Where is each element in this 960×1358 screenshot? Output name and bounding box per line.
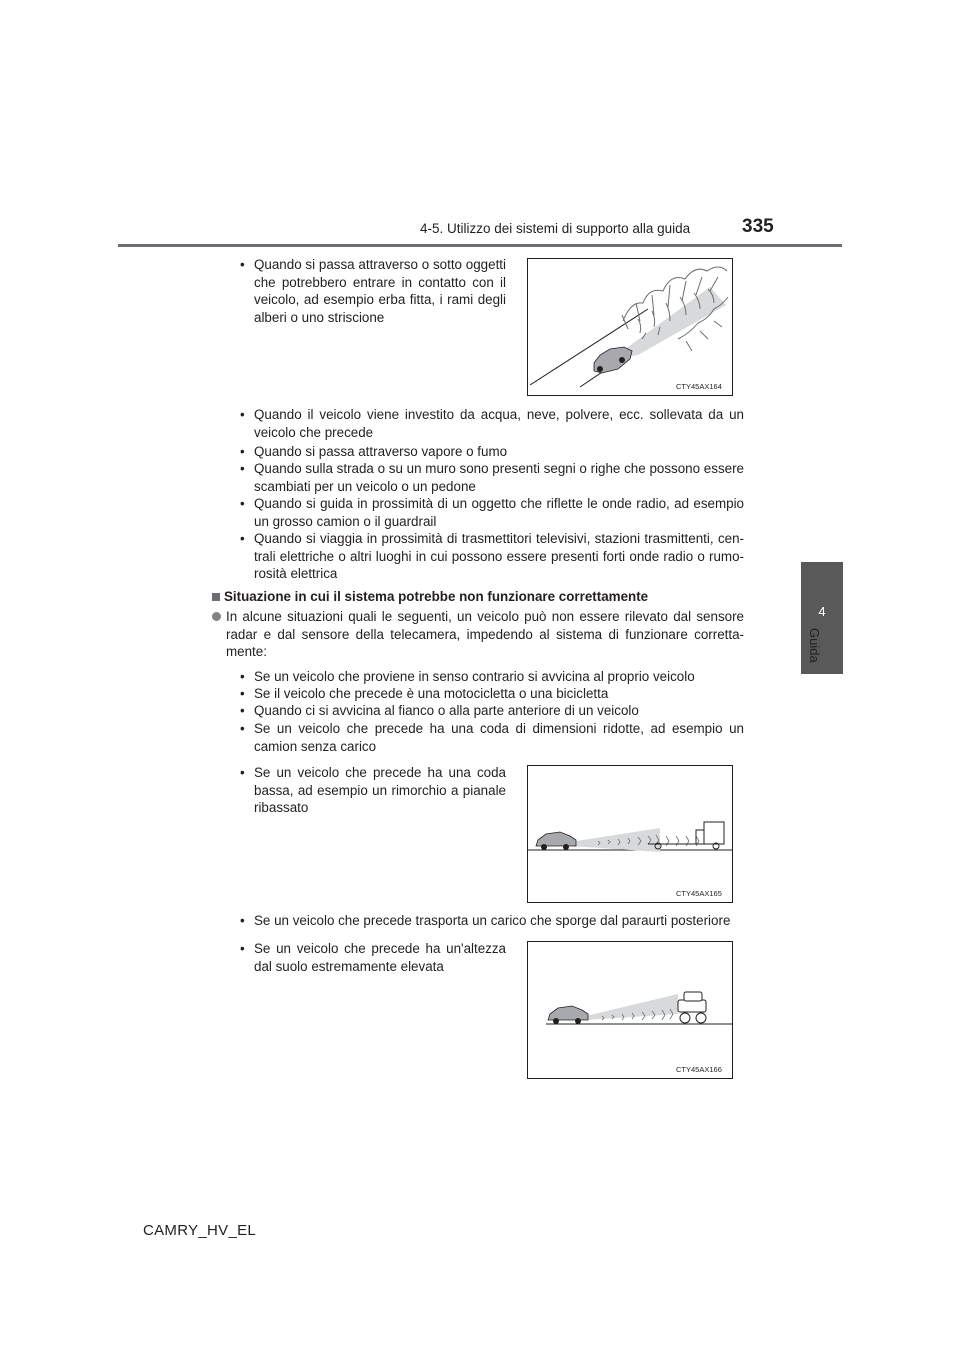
- list-item: • Se un veicolo che precede trasporta un carico che sporge dal paraurti posteriore: [240, 913, 731, 928]
- footer-model-code: CAMRY_HV_EL: [143, 1222, 257, 1239]
- figure-high-clearance: [527, 941, 733, 1079]
- list-item: • Quando si guida in prossimità di un oggetto che riflette le onde radio, ad esempio un grosso camion o il guardrail: [240, 496, 744, 529]
- circle-list-item: In alcune situazioni quali le seguenti, un veicolo può non essere rilevato dal sensore radar e dal sensore della telecamera, impedendo al sistema di funzionare corretta-mente:: [212, 608, 744, 664]
- square-bullet-icon: [212, 593, 220, 601]
- high-clearance-illustration: [528, 942, 732, 1078]
- list-item: • Se un veicolo che precede ha un'altezza dal suolo estremamente elevata: [240, 941, 506, 974]
- list-item: • Quando si viaggia in prossimità di trasmettitori televisivi, stazioni trasmittenti, cen-trali elettriche o altri luoghi in cui possono essere presenti forti onde radio o rumo-rosità elettrica: [240, 531, 744, 582]
- list-item: • Quando si passa attraverso o sotto oggetti che potrebbero entrare in contatto con il veicolo, ad esempio erba fitta, i rami degli alberi o uno striscione: [240, 257, 506, 325]
- figure-code: CTY45AX165: [676, 889, 722, 898]
- low-trailer-illustration: [528, 766, 732, 902]
- list-item-text: Quando si passa attraverso o sotto oggetti che potrebbero entrare in contatto con il veicolo, ad esempio erba fitta, i rami degli alberi o uno striscione: [254, 257, 506, 325]
- list-item: • Quando sulla strada o su un muro sono presenti segni o righe che possono essere scambiati per un veicolo o un pedone: [240, 461, 744, 494]
- figure-code: CTY45AX166: [676, 1065, 722, 1074]
- list-item: • Se un veicolo che proviene in senso contrario si avvicina al proprio veicolo: [240, 669, 695, 684]
- list-item: • Quando il veicolo viene investito da acqua, neve, polvere, ecc. sollevata da un veicolo che precede: [240, 407, 744, 440]
- chapter-number: 4: [818, 604, 826, 619]
- section-heading: Situazione in cui il sistema potrebbe non funzionare correttamente: [212, 588, 752, 606]
- section-title: 4-5. Utilizzo dei sistemi di supporto alla guida: [420, 221, 691, 236]
- list-item: • Se un veicolo che precede ha una coda bassa, ad esempio un rimorchio a pianale ribassato: [240, 765, 506, 816]
- figure-code: CTY45AX164: [676, 382, 722, 391]
- list-item: • Quando ci si avvicina al fianco o alla parte anteriore di un veicolo: [240, 703, 639, 718]
- chapter-label: Guida: [807, 628, 822, 663]
- branches-illustration: [528, 259, 732, 395]
- list-item: • Se il veicolo che precede è una motocicletta o una bicicletta: [240, 686, 609, 701]
- page-number: 335: [742, 216, 774, 237]
- figure-branches: [527, 258, 733, 396]
- list-item: • Se un veicolo che precede ha una coda di dimensioni ridotte, ad esempio un camion senza carico: [240, 721, 744, 754]
- list-item: • Quando si passa attraverso vapore o fumo: [240, 444, 508, 459]
- header-rule: [118, 244, 842, 247]
- figure-low-trailer: [527, 765, 733, 903]
- circle-bullet-icon: [212, 612, 221, 621]
